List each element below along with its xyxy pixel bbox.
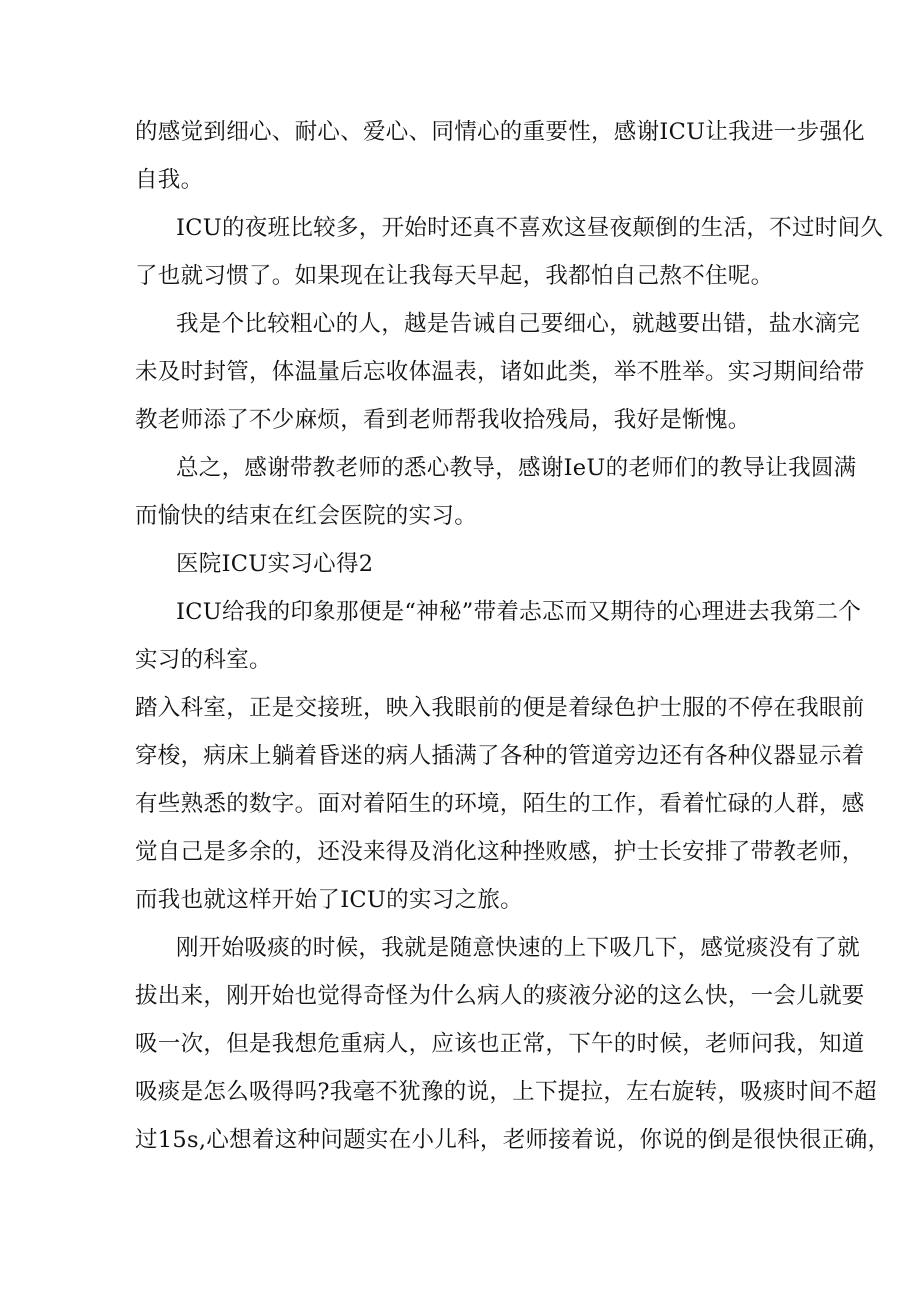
text-line: 而愉快的结束在红会医院的实习。 <box>135 503 478 529</box>
text-line: 有些熟悉的数字。面对着陌生的环境，陌生的工作，看着忙碌的人群，感 <box>135 791 865 817</box>
text-line: 自我。 <box>135 167 204 193</box>
text-line: 未及时封管，体温量后忘收体温表，诸如此类，举不胜举。实习期间给带 <box>135 359 865 385</box>
text-line: 过15s,心想着这种问题实在小儿科，老师接着说，你说的倒是很快很正确， <box>135 1127 891 1153</box>
text-line: ICU的夜班比较多，开始时还真不喜欢这昼夜颠倒的生活，不过时间久 <box>176 215 884 241</box>
text-line: 实习的科室。 <box>135 647 272 673</box>
text-line: 刚开始吸痰的时候，我就是随意快速的上下吸几下，感觉痰没有了就 <box>176 935 861 961</box>
text-line: 踏入科室，正是交接班，映入我眼前的便是着绿色护士服的不停在我眼前 <box>135 695 865 721</box>
text-line: 觉自己是多余的，还没来得及消化这种挫败感，护士长安排了带教老师， <box>135 839 865 865</box>
text-line: 的感觉到细心、耐心、爱心、同情心的重要性，感谢ICU让我进一步强化 <box>135 119 865 145</box>
section-heading: 医院ICU实习心得2 <box>176 551 374 577</box>
text-line: 拔出来，刚开始也觉得奇怪为什么病人的痰液分泌的这么快，一会儿就要 <box>135 983 865 1009</box>
text-line: 我是个比较粗心的人，越是告诫自己要细心，就越要出错，盐水滴完 <box>176 311 861 337</box>
text-line: ICU给我的印象那便是“神秘”带着忐忑而又期待的心理进去我第二个 <box>176 599 862 625</box>
text-line: 了也就习惯了。如果现在让我每天早起，我都怕自己熬不住呢。 <box>135 263 774 289</box>
text-line: 教老师添了不少麻烦，看到老师帮我收拾残局，我好是惭愧。 <box>135 407 751 433</box>
text-line: 吸一次，但是我想危重病人，应该也正常，下午的时候，老师问我，知道 <box>135 1031 865 1057</box>
text-line: 而我也就这样开始了ICU的实习之旅。 <box>135 887 523 913</box>
text-line: 总之，感谢带教老师的悉心教导，感谢IeU的老师们的教导让我圆满 <box>176 455 857 481</box>
text-line: 穿梭，病床上躺着昏迷的病人插满了各种的管道旁边还有各种仪器显示着 <box>135 743 865 769</box>
text-line: 吸痰是怎么吸得吗?我毫不犹豫的说，上下提拉，左右旋转，吸痰时间不超 <box>135 1079 877 1105</box>
